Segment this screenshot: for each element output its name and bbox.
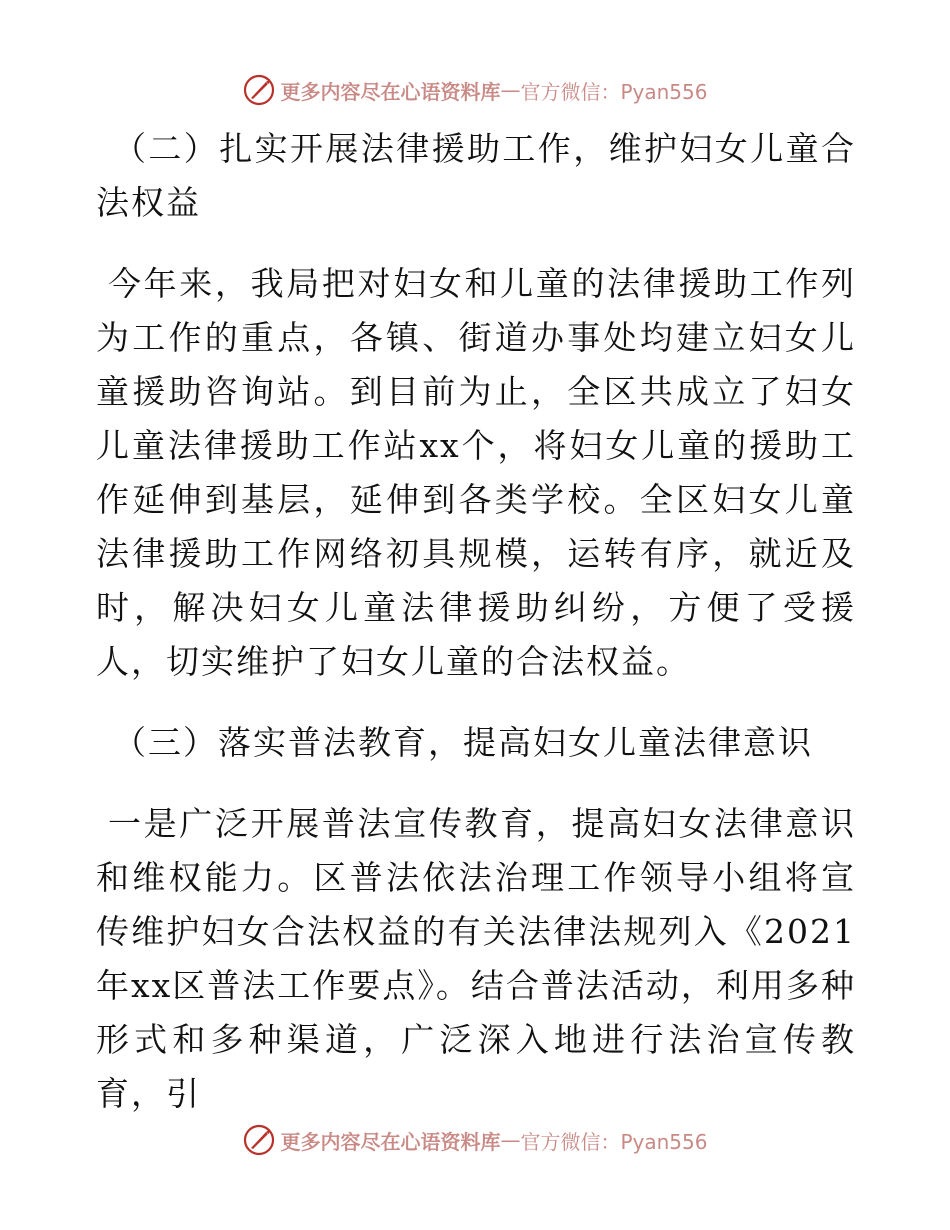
footer-watermark	[0, 1120, 950, 1160]
document-body	[96, 122, 856, 1121]
watermark-brand: 更多内容尽在心语资料库	[280, 79, 501, 104]
section-heading-3: （三）落实普法教育，提高妇女儿童法律意识	[113, 723, 813, 762]
section-heading-2: （二）扎实开展法律援助工作，维护妇女儿童合法权益	[96, 129, 856, 222]
paragraph-legal-education: 一是广泛开展普法宣传教育，提高妇女法律意识和维权能力。区普法依法治理工作领导小组将宣传维护妇女合法权益的有关法律法规列入《2021年xx区普法工作要点》。结合普法活动，利用多种形式和多种渠道，广泛深入地进行法治宣传教育，引	[96, 804, 856, 1113]
feather-pen-logo-icon	[242, 73, 276, 107]
feather-pen-logo-icon	[242, 1123, 276, 1157]
watermark-suffix: 官方微信：Pyan556	[520, 79, 708, 104]
watermark-separator: —	[500, 1128, 521, 1152]
watermark-separator: —	[500, 78, 521, 102]
paragraph-legal-aid: 今年来，我局把对妇女和儿童的法律援助工作列为工作的重点，各镇、街道办事处均建立妇女儿童援助咨询站。到目前为止，全区共成立了妇女儿童法律援助工作站xx个，将妇女儿童的援助工作延伸到基层，延伸到各类学校。全区妇女儿童法律援助工作网络初具规模，运转有序，就近及时，解决妇女儿童法律援助纠纷，方便了受援人，切实维护了妇女儿童的合法权益。	[96, 264, 856, 681]
header-watermark	[0, 70, 950, 110]
watermark-suffix: 官方微信：Pyan556	[520, 1129, 708, 1154]
watermark-brand: 更多内容尽在心语资料库	[280, 1129, 501, 1154]
